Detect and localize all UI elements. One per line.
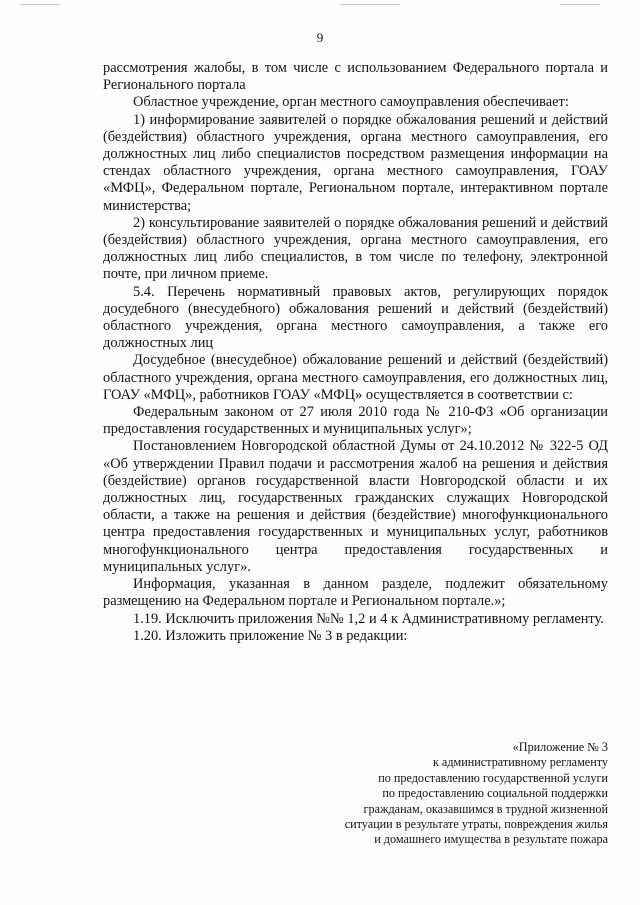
paragraph-regional-resolution: Постановлением Новгородской областной Думы от 24.10.2012 № 322-5 ОД «Об утверждении Правил подачи и рассмотрения жалоб на решения и действия (бездействие) органов государственной власти Новгородской области и их должностных лиц, государственных гражданских служащих Новгородской области, а также на решения и действия (бездействие) многофункционального центра предоставления государственных и муниципальных услуг, работников многофункционального центра предоставления государственных и муниципальных услуг».	[103, 438, 608, 575]
scan-edge-mark	[560, 4, 600, 5]
paragraph-clause-1-20: 1.20. Изложить приложение № 3 в редакции:	[133, 627, 408, 644]
scan-edge-mark	[20, 4, 60, 5]
appendix-line: гражданам, оказавшимся в трудной жизненной	[363, 801, 608, 816]
page-number: 9	[316, 30, 324, 45]
appendix-line: по предоставлению социальной поддержки	[382, 786, 608, 801]
paragraph-appeal: Досудебное (внесудебное) обжалование решений и действий (бездействий) областного учреждения, органа местного самоуправления, его должностных лиц, ГОАУ «МФЦ», работников ГОАУ «МФЦ» осуществляется в соответствии с:	[103, 352, 608, 403]
scan-edge-mark	[340, 4, 400, 5]
paragraph-federal-law: Федеральным законом от 27 июля 2010 года № 210-ФЗ «Об организации предоставления государственных и муниципальных услуг»;	[103, 404, 608, 438]
paragraph-provides: Областное учреждение, орган местного самоуправления обеспечивает:	[133, 94, 569, 111]
appendix-line: ситуации в результате утраты, повреждения жилья	[344, 817, 608, 832]
paragraph-item-1: 1) информирование заявителей о порядке обжалования решений и действий (бездействия) областного учреждения, органа местного самоуправления, его должностных лиц либо специалистов посредством размещения информации на стендах областного учреждения, органа местного самоуправления, ГОАУ «МФЦ», Федеральном портале, Региональном портале, интерактивном портале министерства;	[103, 111, 608, 214]
appendix-header	[288, 740, 608, 848]
paragraph-clause-1-19: 1.19. Исключить приложения №№ 1,2 и 4 к Административному регламенту.	[133, 610, 604, 627]
appendix-line: «Приложение № 3	[512, 740, 608, 754]
paragraph-continuation: рассмотрения жалобы, в том числе с использованием Федерального портала и Регионального портала	[103, 60, 608, 94]
document-body	[103, 60, 608, 645]
appendix-line: и домашнего имущества в результате пожара	[374, 832, 608, 847]
appendix-line: к административному регламенту	[432, 755, 608, 770]
appendix-line: по предоставлению государственной услуги	[378, 770, 608, 785]
paragraph-information: Информация, указанная в данном разделе, подлежит обязательному размещению на Федеральном портале и Региональном портале.»;	[103, 576, 608, 610]
paragraph-section-5-4: 5.4. Перечень нормативный правовых актов, регулирующих порядок досудебного (внесудебного) обжалования решений и действий (бездействий) областного учреждения, органа местного самоуправления, а также его должностных лиц	[103, 283, 608, 352]
paragraph-item-2: 2) консультирование заявителей о порядке обжалования решений и действий (бездействия) областного учреждения, органа местного самоуправления, его должностных лиц либо специалистов, в том числе по телефону, электронной почте, при личном приеме.	[103, 214, 608, 283]
